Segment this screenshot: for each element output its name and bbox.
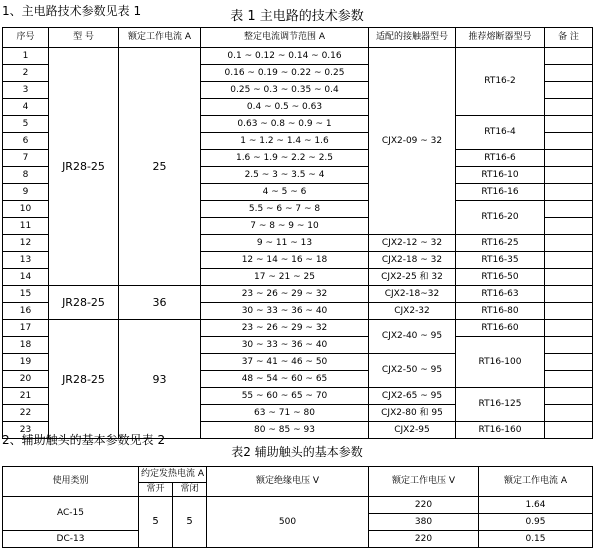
fuse-cell: RT16-60 [456, 320, 545, 337]
contactor-cell: CJX2-18 ~ 32 [369, 252, 456, 269]
remark-cell [545, 235, 593, 252]
fuse-cell: RT16-4 [456, 116, 545, 150]
fuse-cell: RT16-16 [456, 184, 545, 201]
row-number: 20 [3, 371, 49, 388]
range-cell: 55 ~ 60 ~ 65 ~ 70 [201, 388, 369, 405]
range-cell: 0.1 ~ 0.12 ~ 0.14 ~ 0.16 [201, 48, 369, 65]
row-number: 13 [3, 252, 49, 269]
row-number: 2 [3, 65, 49, 82]
remark-cell [545, 184, 593, 201]
remark-cell [545, 422, 593, 439]
remark-cell [545, 269, 593, 286]
range-cell: 12 ~ 14 ~ 16 ~ 18 [201, 252, 369, 269]
range-cell: 23 ~ 26 ~ 29 ~ 32 [201, 286, 369, 303]
range-cell: 2.5 ~ 3 ~ 3.5 ~ 4 [201, 167, 369, 184]
fuse-cell: RT16-2 [456, 48, 545, 116]
range-cell: 7 ~ 8 ~ 9 ~ 10 [201, 218, 369, 235]
table1-header-row [3, 28, 593, 48]
current-cell: 0.15 [479, 531, 593, 548]
remark-cell [545, 82, 593, 99]
remark-cell [545, 48, 593, 65]
header-cell: 约定发热电流 A [139, 467, 207, 483]
row-number: 12 [3, 235, 49, 252]
range-cell: 37 ~ 41 ~ 46 ~ 50 [201, 354, 369, 371]
remark-cell [545, 116, 593, 133]
range-cell: 4 ~ 5 ~ 6 [201, 184, 369, 201]
fuse-cell: RT16-63 [456, 286, 545, 303]
contactor-cell: CJX2-09 ~ 32 [369, 48, 456, 235]
contactor-cell: CJX2-18~32 [369, 286, 456, 303]
range-cell: 80 ~ 85 ~ 93 [201, 422, 369, 439]
header-cell: 额定工作电压 V [369, 467, 479, 497]
model-cell: JR28-25 [49, 48, 119, 286]
header-cell: 常闭 [173, 483, 207, 497]
remark-cell [545, 133, 593, 150]
row-number: 7 [3, 150, 49, 167]
fuse-cell: RT16-25 [456, 235, 545, 252]
category-cell: DC-13 [3, 531, 139, 548]
row-number: 21 [3, 388, 49, 405]
table2-header-row [3, 467, 593, 483]
row-number: 4 [3, 99, 49, 116]
header-cell: 额定绝缘电压 V [207, 467, 369, 497]
nc-current-cell: 5 [173, 497, 207, 548]
voltage-cell: 220 [369, 497, 479, 514]
no-current-cell: 5 [139, 497, 173, 548]
row-number: 6 [3, 133, 49, 150]
voltage-cell: 220 [369, 531, 479, 548]
row-number: 15 [3, 286, 49, 303]
row-number: 16 [3, 303, 49, 320]
header-cell: 额定工作电流 A [479, 467, 593, 497]
range-cell: 0.25 ~ 0.3 ~ 0.35 ~ 0.4 [201, 82, 369, 99]
table-row [3, 320, 593, 337]
header-cell: 使用类别 [3, 467, 139, 497]
range-cell: 30 ~ 33 ~ 36 ~ 40 [201, 337, 369, 354]
remark-cell [545, 99, 593, 116]
aux-contact-table [2, 466, 593, 548]
range-cell: 30 ~ 33 ~ 36 ~ 40 [201, 303, 369, 320]
remark-cell [545, 337, 593, 354]
fuse-cell: RT16-10 [456, 167, 545, 184]
row-number: 19 [3, 354, 49, 371]
contactor-cell: CJX2-80 和 95 [369, 405, 456, 422]
fuse-cell: RT16-80 [456, 303, 545, 320]
range-cell: 5.5 ~ 6 ~ 7 ~ 8 [201, 201, 369, 218]
header-cell: 额定工作电流 A [119, 28, 201, 48]
table1-caption: 表 1 主电路的技术参数 [230, 9, 364, 24]
remark-cell [545, 405, 593, 422]
fuse-cell: RT16-125 [456, 388, 545, 422]
contactor-cell: CJX2-65 ~ 95 [369, 388, 456, 405]
rated-current-cell: 93 [119, 320, 201, 439]
row-number: 18 [3, 337, 49, 354]
remark-cell [545, 371, 593, 388]
fuse-cell: RT16-100 [456, 337, 545, 388]
table-row [3, 497, 593, 514]
header-cell: 备 注 [545, 28, 593, 48]
contactor-cell: CJX2-32 [369, 303, 456, 320]
remark-cell [545, 201, 593, 218]
table2-caption: 表2 辅助触头的基本参数 [231, 445, 363, 459]
range-cell: 1 ~ 1.2 ~ 1.4 ~ 1.6 [201, 133, 369, 150]
voltage-cell: 380 [369, 514, 479, 531]
remark-cell [545, 65, 593, 82]
main-circuit-table [2, 27, 593, 439]
row-number: 14 [3, 269, 49, 286]
model-cell: JR28-25 [49, 320, 119, 439]
remark-cell [545, 150, 593, 167]
range-cell: 0.16 ~ 0.19 ~ 0.22 ~ 0.25 [201, 65, 369, 82]
remark-cell [545, 388, 593, 405]
insulation-cell: 500 [207, 497, 369, 548]
range-cell: 1.6 ~ 1.9 ~ 2.2 ~ 2.5 [201, 150, 369, 167]
fuse-cell: RT16-160 [456, 422, 545, 439]
section1-heading: 1、主电路技术参数见表 1 [2, 4, 142, 18]
row-number: 23 [3, 422, 49, 439]
contactor-cell: CJX2-40 ~ 95 [369, 320, 456, 354]
header-cell: 序号 [3, 28, 49, 48]
rated-current-cell: 25 [119, 48, 201, 286]
row-number: 3 [3, 82, 49, 99]
table-row [3, 48, 593, 65]
current-cell: 1.64 [479, 497, 593, 514]
row-number: 22 [3, 405, 49, 422]
row-number: 11 [3, 218, 49, 235]
fuse-cell: RT16-6 [456, 150, 545, 167]
header-cell: 型 号 [49, 28, 119, 48]
remark-cell [545, 218, 593, 235]
row-number: 5 [3, 116, 49, 133]
header-cell: 推荐熔断器型号 [456, 28, 545, 48]
model-cell: JR28-25 [49, 286, 119, 320]
table-row [3, 286, 593, 303]
category-cell: AC-15 [3, 497, 139, 531]
fuse-cell: RT16-50 [456, 269, 545, 286]
contactor-cell: CJX2-95 [369, 422, 456, 439]
remark-cell [545, 303, 593, 320]
range-cell: 9 ~ 11 ~ 13 [201, 235, 369, 252]
contactor-cell: CJX2-12 ~ 32 [369, 235, 456, 252]
header-cell: 常开 [139, 483, 173, 497]
range-cell: 17 ~ 21 ~ 25 [201, 269, 369, 286]
remark-cell [545, 167, 593, 184]
range-cell: 23 ~ 26 ~ 29 ~ 32 [201, 320, 369, 337]
header-cell: 适配的接触器型号 [369, 28, 456, 48]
remark-cell [545, 252, 593, 269]
range-cell: 63 ~ 71 ~ 80 [201, 405, 369, 422]
remark-cell [545, 286, 593, 303]
current-cell: 0.95 [479, 514, 593, 531]
row-number: 10 [3, 201, 49, 218]
range-cell: 0.63 ~ 0.8 ~ 0.9 ~ 1 [201, 116, 369, 133]
row-number: 1 [3, 48, 49, 65]
row-number: 9 [3, 184, 49, 201]
fuse-cell: RT16-35 [456, 252, 545, 269]
contactor-cell: CJX2-50 ~ 95 [369, 354, 456, 388]
range-cell: 48 ~ 54 ~ 60 ~ 65 [201, 371, 369, 388]
row-number: 17 [3, 320, 49, 337]
range-cell: 0.4 ~ 0.5 ~ 0.63 [201, 99, 369, 116]
remark-cell [545, 320, 593, 337]
fuse-cell: RT16-20 [456, 201, 545, 235]
rated-current-cell: 36 [119, 286, 201, 320]
header-cell: 整定电流调节范围 A [201, 28, 369, 48]
row-number: 8 [3, 167, 49, 184]
remark-cell [545, 354, 593, 371]
contactor-cell: CJX2-25 和 32 [369, 269, 456, 286]
section2-heading: 2、辅助触头的基本参数见表 2 [2, 433, 166, 447]
